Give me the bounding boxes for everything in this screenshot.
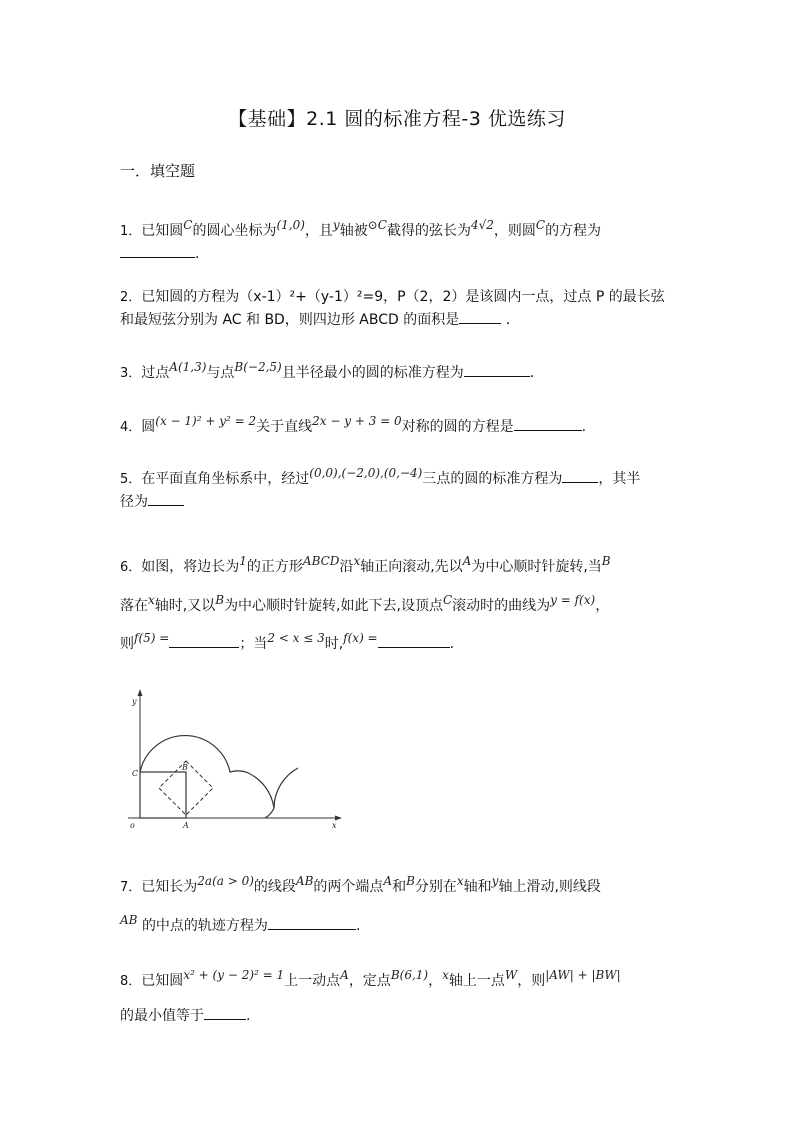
text: 的两个端点	[313, 879, 384, 895]
page-title: 【基础】2.1 圆的标准方程-3 优选练习	[228, 108, 566, 130]
math: x² + (y − 2)² = 1	[183, 968, 285, 982]
text: ．	[505, 312, 520, 328]
math: C	[442, 593, 453, 607]
text: 且半径最小的圆的标准方程为	[281, 365, 464, 381]
text: 与点	[206, 365, 235, 381]
question-number: 5．	[120, 472, 142, 487]
text: 的中点的轨迹方程为	[141, 918, 268, 934]
text: .	[246, 1008, 251, 1024]
text: ，且	[304, 223, 333, 239]
text: ，则	[517, 973, 546, 989]
answer-blank[interactable]	[464, 362, 530, 377]
curve-f-tail	[274, 768, 298, 808]
text: 和最短弦分别为 AC 和 BD，则四边形 ABCD 的面积是	[120, 312, 460, 328]
label-o: o	[130, 821, 135, 830]
answer-blank[interactable]	[120, 243, 195, 258]
math: 1	[239, 554, 247, 568]
math: ⊙C	[367, 218, 387, 232]
text: 时,	[324, 636, 344, 652]
text: 径为	[120, 494, 148, 510]
math: ABCD	[302, 554, 340, 568]
math: 2 < x ≤ 3	[267, 631, 325, 645]
math: B	[601, 554, 611, 568]
text: 圆	[141, 419, 156, 435]
text: 落在	[120, 598, 148, 614]
label-a: A	[183, 821, 189, 830]
text: 的正方形	[246, 559, 303, 575]
question-number: 6．	[120, 560, 142, 575]
math: (0,0),(−2,0),(0,−4)	[309, 466, 423, 480]
text: ，定点	[348, 973, 391, 989]
text: 沿	[339, 559, 354, 575]
answer-blank[interactable]	[204, 1005, 246, 1020]
math: y = f(x)	[550, 593, 596, 607]
text: ，	[595, 598, 610, 614]
text: .	[355, 918, 361, 934]
question-number: 7．	[120, 880, 142, 895]
question-8	[120, 964, 680, 1033]
text: 轴上一点	[448, 973, 505, 989]
text: ．	[529, 365, 544, 381]
text: 的最小值等于	[120, 1008, 204, 1024]
text: .	[195, 246, 200, 262]
label-c: C	[132, 769, 139, 778]
text: 轴和	[463, 879, 492, 895]
text: 在平面直角坐标系中，经过	[141, 471, 310, 487]
math: B(−2,5)	[234, 360, 282, 374]
text: 关于直线	[256, 419, 313, 435]
math: C	[535, 218, 546, 232]
math: (x − 1)² + y² = 2	[155, 414, 257, 428]
text: 截得的弦长为	[386, 223, 471, 239]
text: 滚动时的曲线为	[452, 598, 551, 614]
math: A	[462, 554, 472, 568]
text: 轴被	[339, 223, 368, 239]
answer-blank[interactable]	[148, 491, 184, 506]
text: 轴正向滚动,先以	[360, 559, 463, 575]
math: y	[491, 874, 499, 888]
math: A	[340, 968, 349, 982]
math: B	[406, 874, 415, 888]
math: (1,0)	[276, 218, 305, 232]
answer-blank[interactable]	[268, 915, 356, 930]
math: AB	[295, 874, 314, 888]
math: A(1,3)	[169, 360, 207, 374]
math: f(5) =	[134, 631, 170, 645]
question-number: 4．	[120, 420, 142, 435]
text: .	[449, 636, 455, 652]
answer-blank[interactable]	[562, 468, 598, 483]
math: 2x − y + 3 = 0	[312, 414, 402, 428]
answer-blank[interactable]	[378, 633, 450, 648]
text: ；当	[239, 636, 268, 652]
question-number: 3．	[120, 366, 142, 381]
text: 的方程为	[545, 223, 602, 239]
question-7	[120, 868, 680, 945]
text: 分别在	[414, 879, 457, 895]
question-5	[120, 468, 680, 513]
text: 轴时,又以	[154, 598, 216, 614]
label-y: y	[132, 697, 137, 706]
math: 2a(a > 0)	[197, 874, 254, 888]
math: x	[353, 554, 361, 568]
math: W	[504, 968, 518, 982]
text: 已知圆	[141, 973, 184, 989]
question-1	[120, 220, 680, 265]
text: 已知长为	[141, 879, 198, 895]
question-number: 2．	[120, 290, 142, 305]
text: 的圆心坐标为	[192, 223, 277, 239]
math: y	[332, 218, 340, 232]
question-6	[120, 548, 680, 663]
y-axis-arrow-icon	[138, 689, 143, 696]
text: 三点的圆的标准方程为	[422, 471, 563, 487]
question-3	[120, 362, 680, 385]
text: 已知圆	[141, 223, 184, 239]
question-4	[120, 416, 680, 439]
text: .	[581, 419, 587, 435]
rolling-square-figure	[128, 688, 348, 830]
question-number: 1．	[120, 224, 142, 239]
x-axis-arrow-icon	[335, 816, 342, 821]
text: 的线段	[253, 879, 296, 895]
text: 和	[392, 879, 407, 895]
math: AB	[120, 913, 138, 927]
answer-blank[interactable]	[514, 416, 582, 431]
text: 为中心顺时针旋转,当	[471, 559, 602, 575]
text: 已知圆的方程为（x-1）²+（y-1）²=9，P（2，2）是该圆内一点，过点 P 的最长弦	[141, 289, 665, 305]
text: 对称的圆的方程是	[401, 419, 514, 435]
math: B	[215, 593, 225, 607]
question-number: 8．	[120, 974, 142, 989]
text: 为中心顺时针旋转,如此下去,设顶点	[224, 598, 443, 614]
text: 过点	[141, 365, 170, 381]
math: x	[148, 593, 155, 607]
math: x	[442, 968, 449, 982]
answer-blank[interactable]	[459, 309, 501, 324]
math: x	[456, 874, 464, 888]
text: ，则圆	[493, 223, 536, 239]
math: 4√2	[470, 218, 494, 232]
math: A	[383, 874, 393, 888]
curve-f	[140, 736, 274, 818]
math: f(x) =	[343, 631, 378, 645]
text: 如图，将边长为	[141, 559, 240, 575]
text: ，其半	[598, 471, 641, 487]
answer-blank[interactable]	[169, 633, 239, 648]
math: C	[183, 218, 193, 232]
text: 上一动点	[284, 973, 341, 989]
square-abcd	[140, 772, 186, 818]
question-2	[120, 286, 680, 331]
math: |AW| + |BW|	[545, 968, 621, 982]
text: ，	[428, 973, 443, 989]
label-x: x	[332, 821, 337, 830]
math: B(6,1)	[390, 968, 429, 982]
section-heading: 一．填空题	[120, 162, 196, 180]
text: 轴上滑动,则线段	[498, 879, 601, 895]
label-b: B	[182, 763, 188, 772]
text: 则	[120, 636, 134, 652]
